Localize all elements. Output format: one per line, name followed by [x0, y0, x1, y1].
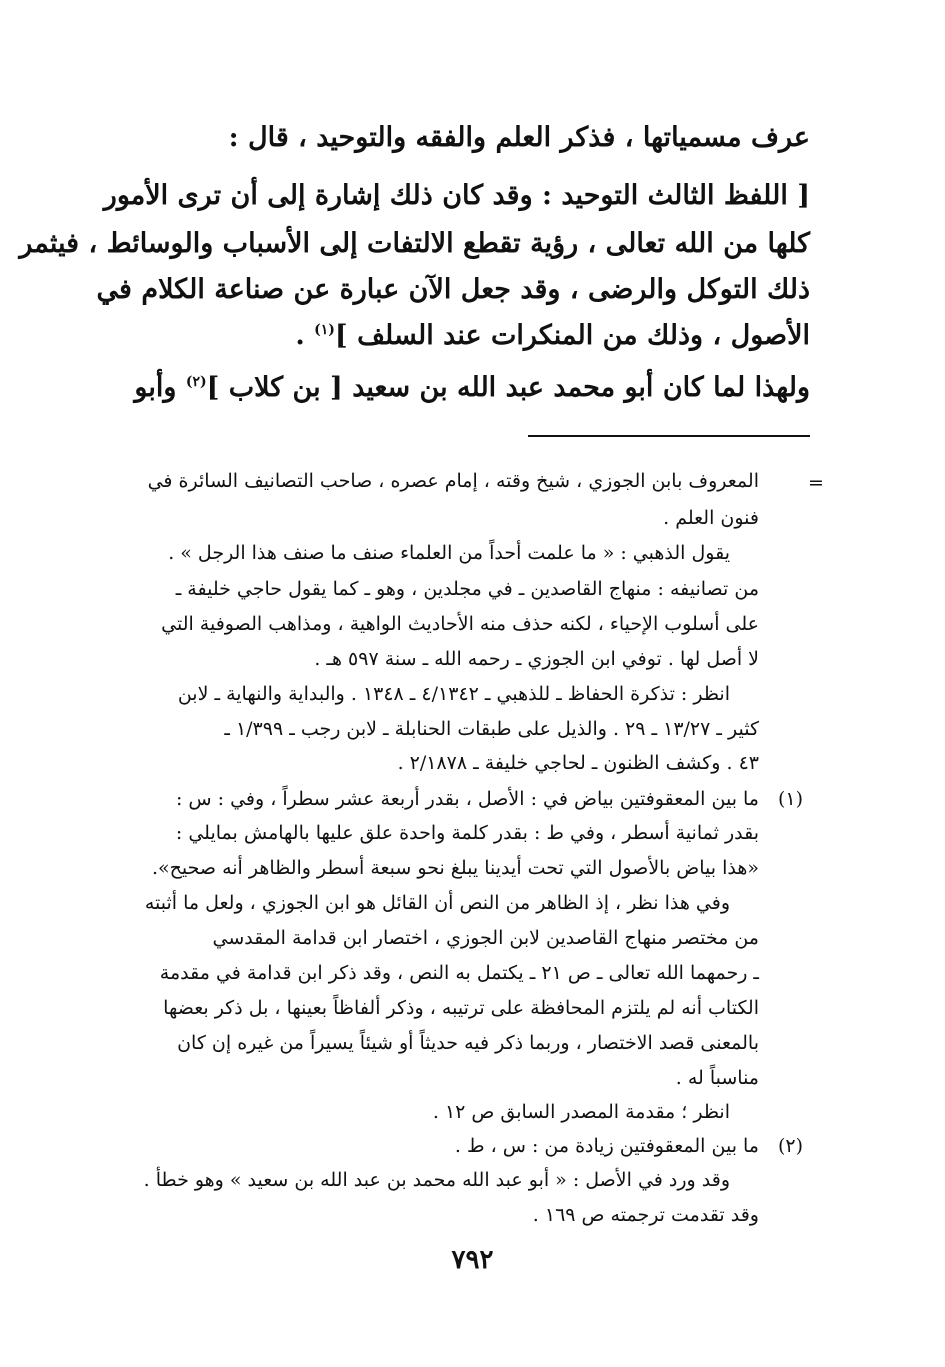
quote-line: كلها من الله تعالى ، رؤية تقطع الالتفات إلى الأسباب والوسائط ، فيثمر: [19, 228, 810, 259]
footnote-line: وفي هذا نظر ، إذ الظاهر من النص أن القائل هو ابن الجوزي ، ولعل ما أثبته: [144, 892, 730, 914]
footnote-line: وقد ورد في الأصل : « أبو عبد الله محمد بن عبد الله بن سعيد » وهو خطأ .: [143, 1169, 730, 1191]
footnote-line: ما بين المعقوفتين زيادة من : س ، ط .: [454, 1135, 759, 1157]
footnote-line: يقول الذهبي : « ما علمت أحداً من العلماء صنف ما صنف هذا الرجل » .: [168, 542, 730, 564]
footnote-line: فنون العلم .: [663, 507, 759, 529]
main-text-line: [134, 372, 810, 403]
footnote-1-marker: (١): [778, 788, 804, 810]
footnote-line: بالمعنى قصد الاختصار ، وربما ذكر فيه حديثاً أو شيئاً يسيراً من غيره إن كان: [177, 1032, 759, 1054]
footnote-line: انظر ؛ مقدمة المصدر السابق ص ١٢ .: [432, 1101, 730, 1123]
footnote-line: ـ رحمهما الله تعالى ـ ص ٢١ ـ يكتمل به النص ، وقد ذكر ابن قدامة في مقدمة: [159, 962, 759, 984]
continuation-marker: =: [808, 472, 824, 494]
footnote-ref-2: (٢): [185, 374, 207, 390]
footnote-ref-1: (١): [314, 322, 335, 338]
main-text-line: عرف مسمياتها ، فذكر العلم والفقه والتوحيد ، قال :: [228, 122, 810, 153]
quote-text: الأصول ، وذلك من المنكرات عند السلف ]: [334, 320, 810, 351]
quote-line: [ اللفظ الثالث التوحيد : وقد كان ذلك إشارة إلى أن ترى الأمور: [103, 180, 810, 211]
footnote-line: مناسباً له .: [675, 1067, 759, 1089]
footnote-line: الكتاب أنه لم يلتزم المحافظة على ترتيبه ، وذكر ألفاظاً بعينها ، بل ذكر بعضها: [163, 997, 759, 1019]
footnote-line: ما بين المعقوفتين بياض في : الأصل ، بقدر أربعة عشر سطراً ، وفي : س :: [175, 788, 759, 810]
footnote-line: لا أصل لها . توفي ابن الجوزي ـ رحمه الله ـ سنة ٥٩٧ هـ .: [314, 648, 759, 670]
footnote-line: المعروف بابن الجوزي ، شيخ وقته ، إمام عصره ، صاحب التصانيف السائرة في: [147, 470, 759, 492]
footnote-line: على أسلوب الإحياء ، لكنه حذف منه الأحاديث الواهية ، ومذاهب الصوفية التي: [161, 613, 759, 635]
footnote-line: «هذا بياض بالأصول التي تحت أيدينا يبلغ نحو سبعة أسطر والظاهر أنه صحيح».: [151, 857, 759, 879]
quote-line-last: [295, 320, 810, 351]
main-text-segment: ولهذا لما كان أبو محمد عبد الله بن سعيد [ بن كلاب ]: [206, 372, 810, 403]
footnote-line: انظر : تذكرة الحفاظ ـ للذهبي ـ ٤/١٣٤٢ ـ ١٣٤٨ . والبداية والنهاية ـ لابن: [177, 683, 730, 705]
quote-line: ذلك التوكل والرضى ، وقد جعل الآن عبارة عن صناعة الكلام في: [96, 274, 810, 305]
footnote-2-marker: (٢): [778, 1135, 804, 1157]
footnote-line: وقد تقدمت ترجمته ص ١٦٩ .: [532, 1204, 759, 1226]
page-number: ٧٩٢: [451, 1245, 494, 1275]
footnote-line: كثير ـ ١٣/٢٧ ـ ٢٩ . والذيل على طبقات الحنابلة ـ لابن رجب ـ ١/٣٩٩ ـ: [224, 718, 759, 740]
quote-end: .: [295, 320, 315, 351]
footnote-line: بقدر ثمانية أسطر ، وفي ط : بقدر كلمة واحدة علق عليها بالهامش بمايلي :: [175, 822, 759, 844]
footnote-line: من تصانيفه : منهاج القاصدين ـ في مجلدين ، وهو ـ كما يقول حاجي خليفة ـ: [175, 578, 759, 600]
footnote-separator: [528, 435, 810, 437]
footnote-line: ٤٣ . وكشف الظنون ـ لحاجي خليفة ـ ٢/١٨٧٨ .: [397, 752, 759, 774]
footnote-line: من مختصر منهاج القاصدين لابن الجوزي ، اختصار ابن قدامة المقدسي: [212, 927, 759, 949]
main-text-segment: وأبو: [134, 372, 186, 403]
